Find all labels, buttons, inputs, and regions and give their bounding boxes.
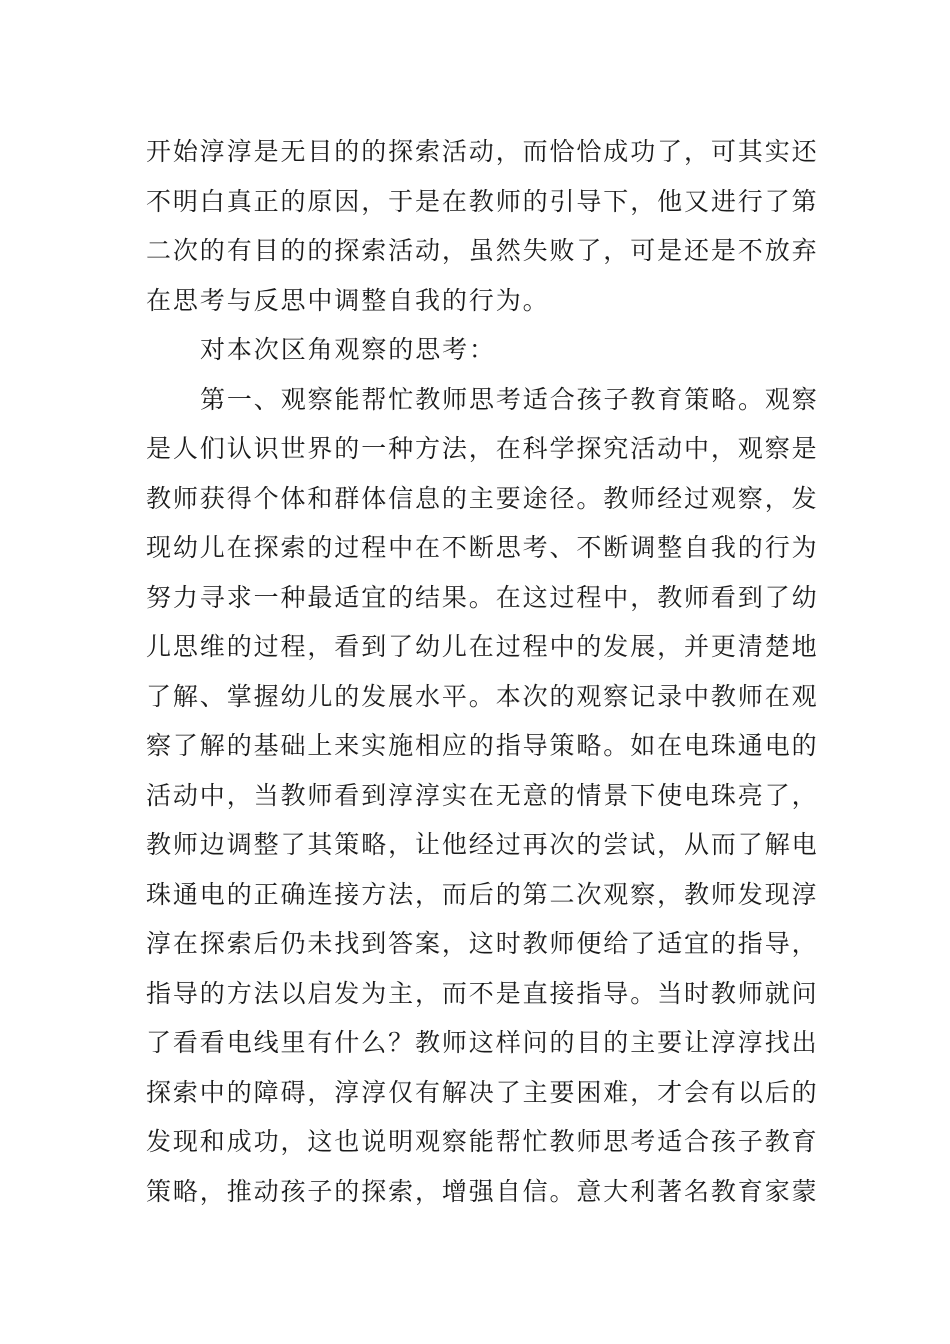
text-line: 努力寻求一种最适宜的结果。在这过程中，教师看到了幼 (146, 582, 819, 612)
text-line: 察了解的基础上来实施相应的指导策略。如在电珠通电的 (146, 731, 819, 760)
text-line: 第一、观察能帮忙教师思考适合孩子教育策略。观察 (200, 384, 819, 414)
text-line: 是人们认识世界的一种方法，在科学探究活动中，观察是 (146, 434, 819, 463)
text-line: 不明白真正的原因，于是在教师的引导下，他又进行了第 (146, 186, 819, 216)
text-line: 儿思维的过程，看到了幼儿在过程中的发展，并更清楚地 (146, 632, 819, 661)
text-line: 现幼儿在探索的过程中在不断思考、不断调整自我的行为 (146, 533, 819, 562)
text-line: 珠通电的正确连接方法，而后的第二次观察，教师发现淳 (146, 879, 819, 909)
text-line: 指导的方法以启发为主，而不是直接指导。当时教师就问 (146, 978, 819, 1008)
text-line: 在思考与反思中调整自我的行为。 (146, 285, 550, 315)
body-text (146, 127, 819, 1216)
text-line: 活动中，当教师看到淳淳实在无意的情景下使电珠亮了， (146, 780, 819, 810)
text-line: 淳在探索后仍未找到答案，这时教师便给了适宜的指导， (146, 929, 819, 958)
text-line: 了解、掌握幼儿的发展水平。本次的观察记录中教师在观 (146, 681, 819, 711)
text-line: 发现和成功，这也说明观察能帮忙教师思考适合孩子教育 (146, 1127, 819, 1156)
text-line: 探索中的障碍，淳淳仅有解决了主要困难，才会有以后的 (146, 1077, 819, 1107)
text-line: 教师边调整了其策略，让他经过再次的尝试，从而了解电 (146, 830, 819, 859)
section-heading: 对本次区角观察的思考： (200, 335, 496, 364)
text-line: 教师获得个体和群体信息的主要途径。教师经过观察，发 (146, 483, 819, 513)
text-line: 开始淳淳是无目的的探索活动，而恰恰成功了，可其实还 (146, 137, 819, 166)
text-line: 策略，推动孩子的探索，增强自信。意大利著名教育家蒙 (146, 1176, 819, 1206)
text-line: 了看看电线里有什么？教师这样问的目的主要让淳淳找出 (146, 1028, 819, 1057)
text-line: 二次的有目的的探索活动，虽然失败了，可是还是不放弃 (146, 236, 819, 265)
